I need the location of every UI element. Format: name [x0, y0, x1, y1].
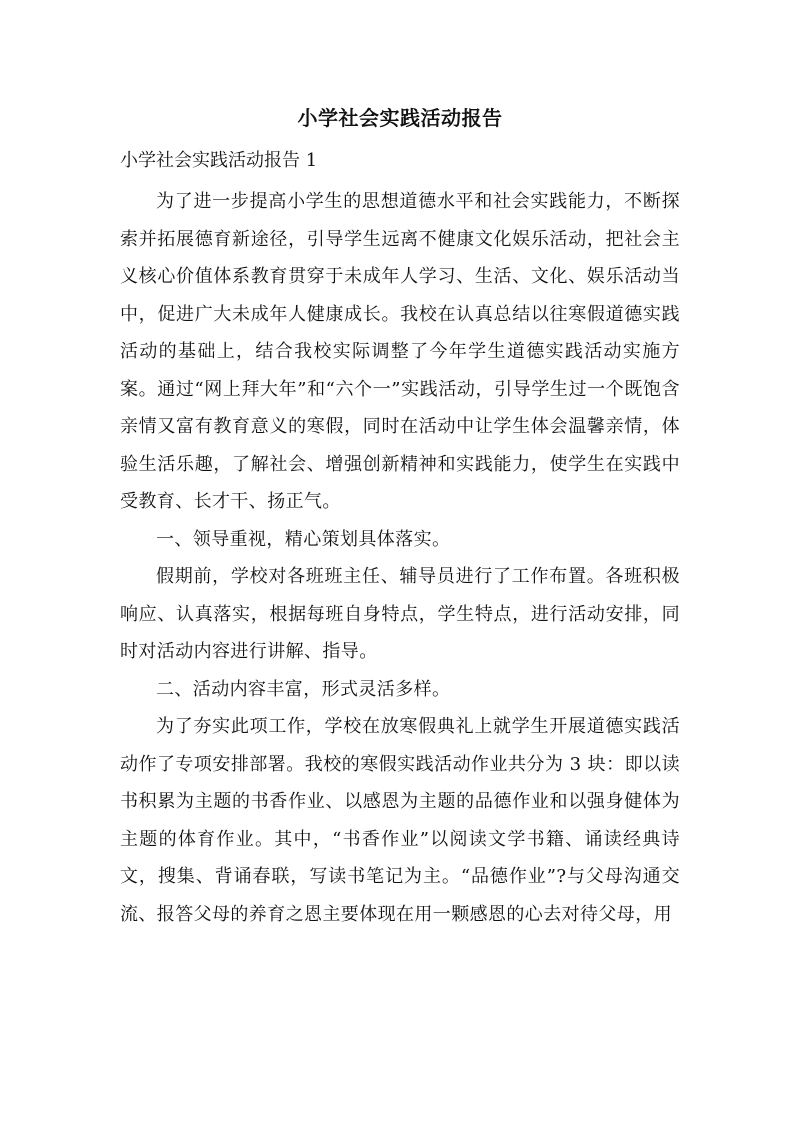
paragraph-intro: 为了进一步提高小学生的思想道德水平和社会实践能力，不断探索并拓展德育新途径，引导学生远离不健康文化娱乐活动，把社会主义核心价值体系教育贯穿于未成年人学习、生活、文化、娱乐活动当中，促进广大未成年人健康成长。我校在认真总结以往寒假道德实践活动的基础上，结合我校实际调整了今年学生道德实践活动实施方案。通过“网上拜大年”和“六个一”实践活动，引导学生过一个既饱含亲情又富有教育意义的寒假，同时在活动中让学生体会温馨亲情，体验生活乐趣，了解社会、增强创新精神和实践能力，使学生在实践中受教育、长才干、扬正气。: [120, 191, 680, 512]
document-subtitle: 小学社会实践活动报告 1: [120, 150, 318, 171]
document-title: 小学社会实践活动报告: [297, 106, 503, 130]
paragraph-section-2: 为了夯实此项工作，学校在放寒假典礼上就学生开展道德实践活动作了专项安排部署。我校的寒假实践活动作业共分为 3 块：即以读书积累为主题的书香作业、以感恩为主题的品德作业和以强身健体为主题的体育作业。其中，“书香作业”以阅读文学书籍、诵读经典诗文，搜集、背诵春联，写读书笔记为主。“品德作业”?与父母沟通交流、报答父母的养育之恩主要体现在用一颗感恩的心去对待父母，用: [120, 716, 680, 925]
paragraph-section-1: 假期前，学校对各班班主任、辅导员进行了工作布置。各班积极响应、认真落实，根据每班自身特点，学生特点，进行活动安排，同时对活动内容进行讲解、指导。: [120, 566, 680, 662]
section-heading-1: 一、领导重视，精心策划具体落实。: [156, 528, 451, 550]
section-heading-2: 二、活动内容丰富，形式灵活多样。: [156, 678, 451, 700]
document-body: [120, 183, 680, 933]
